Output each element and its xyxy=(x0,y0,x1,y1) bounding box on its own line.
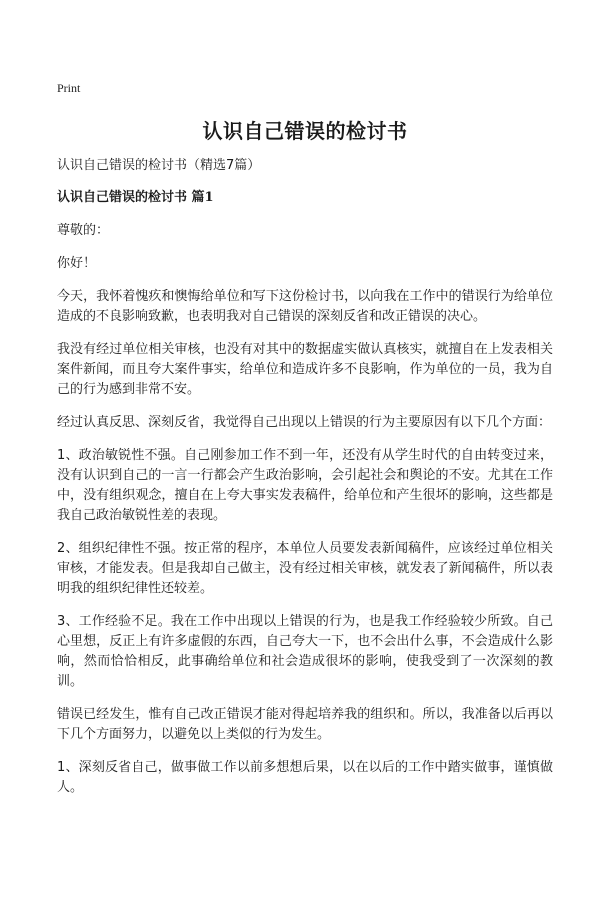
print-label[interactable]: Print xyxy=(57,81,81,95)
paragraph-reason-2: 2、组织纪律性不强。按正常的程序，本单位人员要发表新闻稿件，应该经过单位相关审核，才能发表。但是我却自己做主，没有经过相关审核，就发表了新闻稿件，所以表明我的组织纪律性还较差。 xyxy=(57,541,553,596)
greeting: 你好！ xyxy=(57,256,97,271)
document-title: 认识自己错误的检讨书 xyxy=(202,119,408,143)
paragraph-reason-3: 3、工作经验不足。我在工作中出现以上错误的行为，也是我工作经验较少所致。自己心里想，反正上有许多虚假的东西，自己夸大一下，也不会出什么事，不会造成什么影响，然而恰恰相反，此事确给单位和社会造成很坏的影响，使我受到了一次深刻的教训。 xyxy=(57,614,553,689)
paragraph-reflection: 经过认真反思、深刻反省，我觉得自己出现以上错误的行为主要原因有以下几个方面： xyxy=(57,415,552,430)
salutation: 尊敬的： xyxy=(57,223,110,238)
section-heading: 认识自己错误的检讨书 篇1 xyxy=(57,190,214,205)
document-subtitle: 认识自己错误的检讨书（精选7篇） xyxy=(57,158,261,173)
document-page xyxy=(57,80,553,798)
paragraph-reason-1: 1、政治敏锐性不强。自己刚参加工作不到一年，还没有从学生时代的自由转变过来，没有认识到自己的一言一行都会产生政治影响，会引起社会和舆论的不安。尤其在工作中，没有组织观念，擅自在上夸大事实发表稿件，给单位和产生很坏的影响，这些都是我自己政治敏锐性差的表现。 xyxy=(57,448,553,523)
paragraph-incident: 我没有经过单位相关审核，也没有对其中的数据虚实做认真核实，就擅自在上发表相关案件新闻，而且夸大案件事实，给单位和造成许多不良影响，作为单位的一员，我为自己的行为感到非常不安。 xyxy=(57,342,553,397)
paragraph-intro: 今天，我怀着愧疚和懊悔给单位和写下这份检讨书，以向我在工作中的错误行为给单位造成的不良影响致歉，也表明我对自己错误的深刻反省和改正错误的决心。 xyxy=(57,289,553,324)
paragraph-resolution: 错误已经发生，惟有自己改正错误才能对得起培养我的组织和。所以，我准备以后再以下几个方面努力，以避免以上类似的行为发生。 xyxy=(57,707,553,742)
paragraph-action-1: 1、深刻反省自己，做事做工作以前多想想后果，以在以后的工作中踏实做事，谨慎做人。 xyxy=(57,760,553,795)
